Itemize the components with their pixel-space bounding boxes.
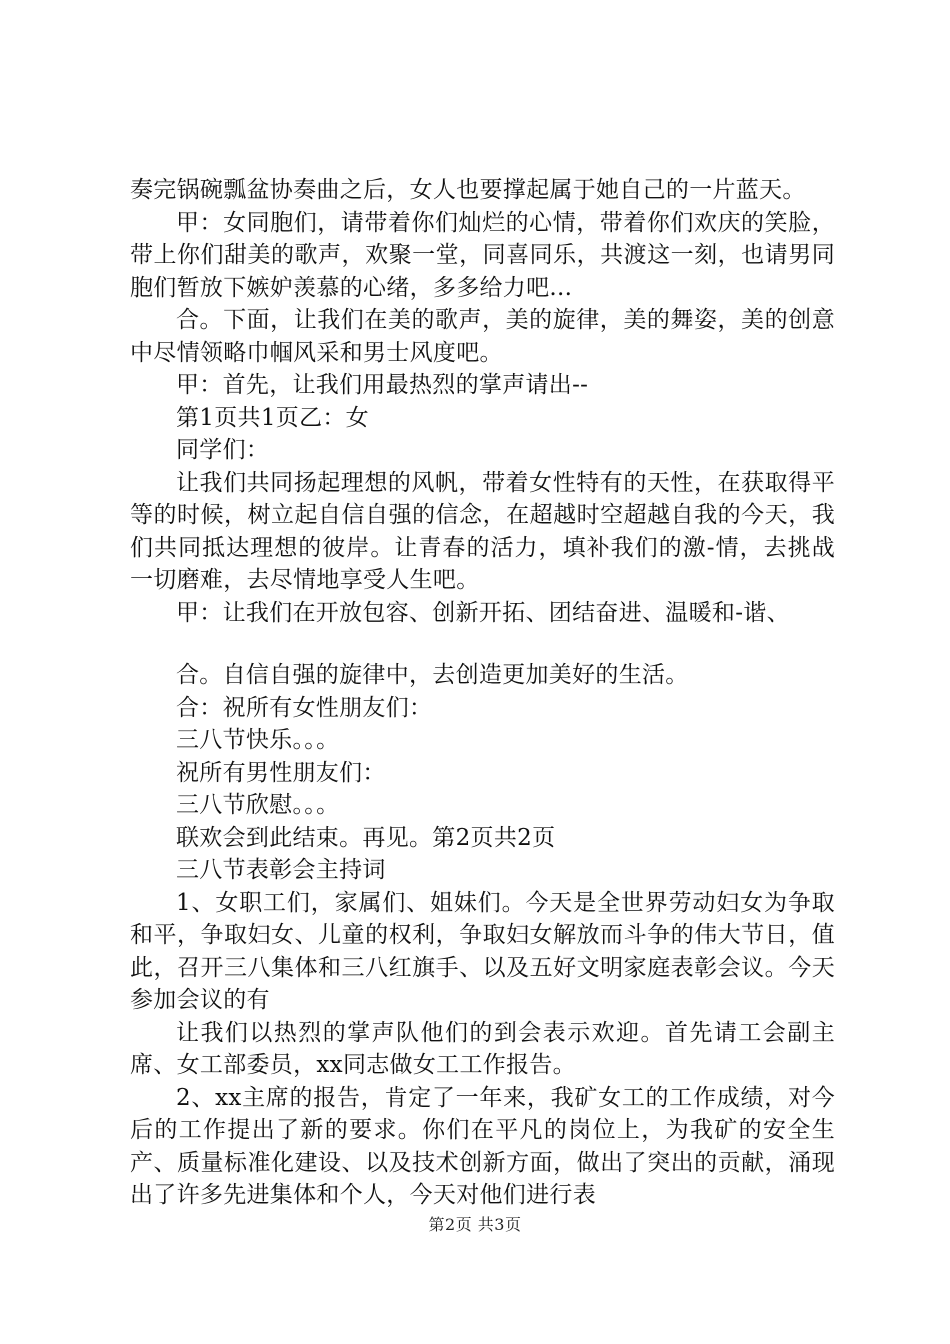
paragraph: 合。下面，让我们在美的歌声，美的旋律，美的舞姿，美的创意中尽情领略巾帼风采和男士风度吧。	[130, 307, 835, 366]
paragraph: 联欢会到此结束。再见。第2页共2页	[176, 824, 556, 851]
paragraph: 让我们以热烈的掌声队他们的到会表示欢迎。首先请工会副主席、女工部委员，xx同志做女工工作报告。	[130, 1019, 835, 1078]
paragraph: 第1页共1页乙：女	[176, 404, 369, 431]
paragraph: 同学们：	[176, 437, 270, 463]
paragraph: 合：祝所有女性朋友们：	[176, 694, 433, 721]
paragraph: 三八节欣慰。。。	[176, 792, 340, 818]
paragraph: 甲：首先，让我们用最热烈的掌声请出--	[176, 372, 589, 398]
paragraph: 甲：女同胞们，请带着你们灿烂的心情，带着你们欢庆的笑脸，带上你们甜美的歌声，欢聚一堂，同喜同乐，共渡这一刻，也请男同胞们暂放下嫉妒羡慕的心绪，多多给力吧...	[130, 209, 835, 301]
paragraph: 奏完锅碗瓢盆协奏曲之后，女人也要撑起属于她自己的一片蓝天。	[130, 177, 806, 203]
paragraph: 三八节快乐。。。	[176, 727, 340, 753]
paragraph: 合。自信自强的旋律中，去创造更加美好的生活。	[176, 662, 689, 688]
document-body	[130, 174, 835, 1212]
section-heading: 三八节表彰会主持词	[176, 857, 386, 883]
paragraph: 甲：让我们在开放包容、创新开拓、团结奋进、温暖和-谐、	[176, 599, 790, 626]
page-number-label: 第2页 共3页	[428, 1215, 522, 1234]
paragraph: 1、女职工们，家属们、姐妹们。今天是全世界劳动妇女为争取和平，争取妇女、儿童的权利，争取妇女解放而斗争的伟大节日，值此，召开三八集体和三八红旗手、以及五好文明家庭表彰会议。今天参加会议的有	[130, 889, 835, 1013]
page-footer	[0, 1212, 950, 1235]
paragraph: 让我们共同扬起理想的风帆，带着女性特有的天性，在获取得平等的时候，树立起自信自强的信念，在超越时空超越自我的今天，我们共同抵达理想的彼岸。让青春的活力，填补我们的激-情，去挑战一切磨难，去尽情地享受人生吧。	[130, 469, 835, 593]
paragraph: 祝所有男性朋友们：	[176, 759, 386, 786]
paragraph: 2、xx主席的报告，肯定了一年来，我矿女工的工作成绩，对今后的工作提出了新的要求。你们在平凡的岗位上，为我矿的安全生产、质量标准化建设、以及技术创新方面，做出了突出的贡献，涌现出了许多先进集体和个人，今天对他们进行表	[130, 1084, 835, 1208]
